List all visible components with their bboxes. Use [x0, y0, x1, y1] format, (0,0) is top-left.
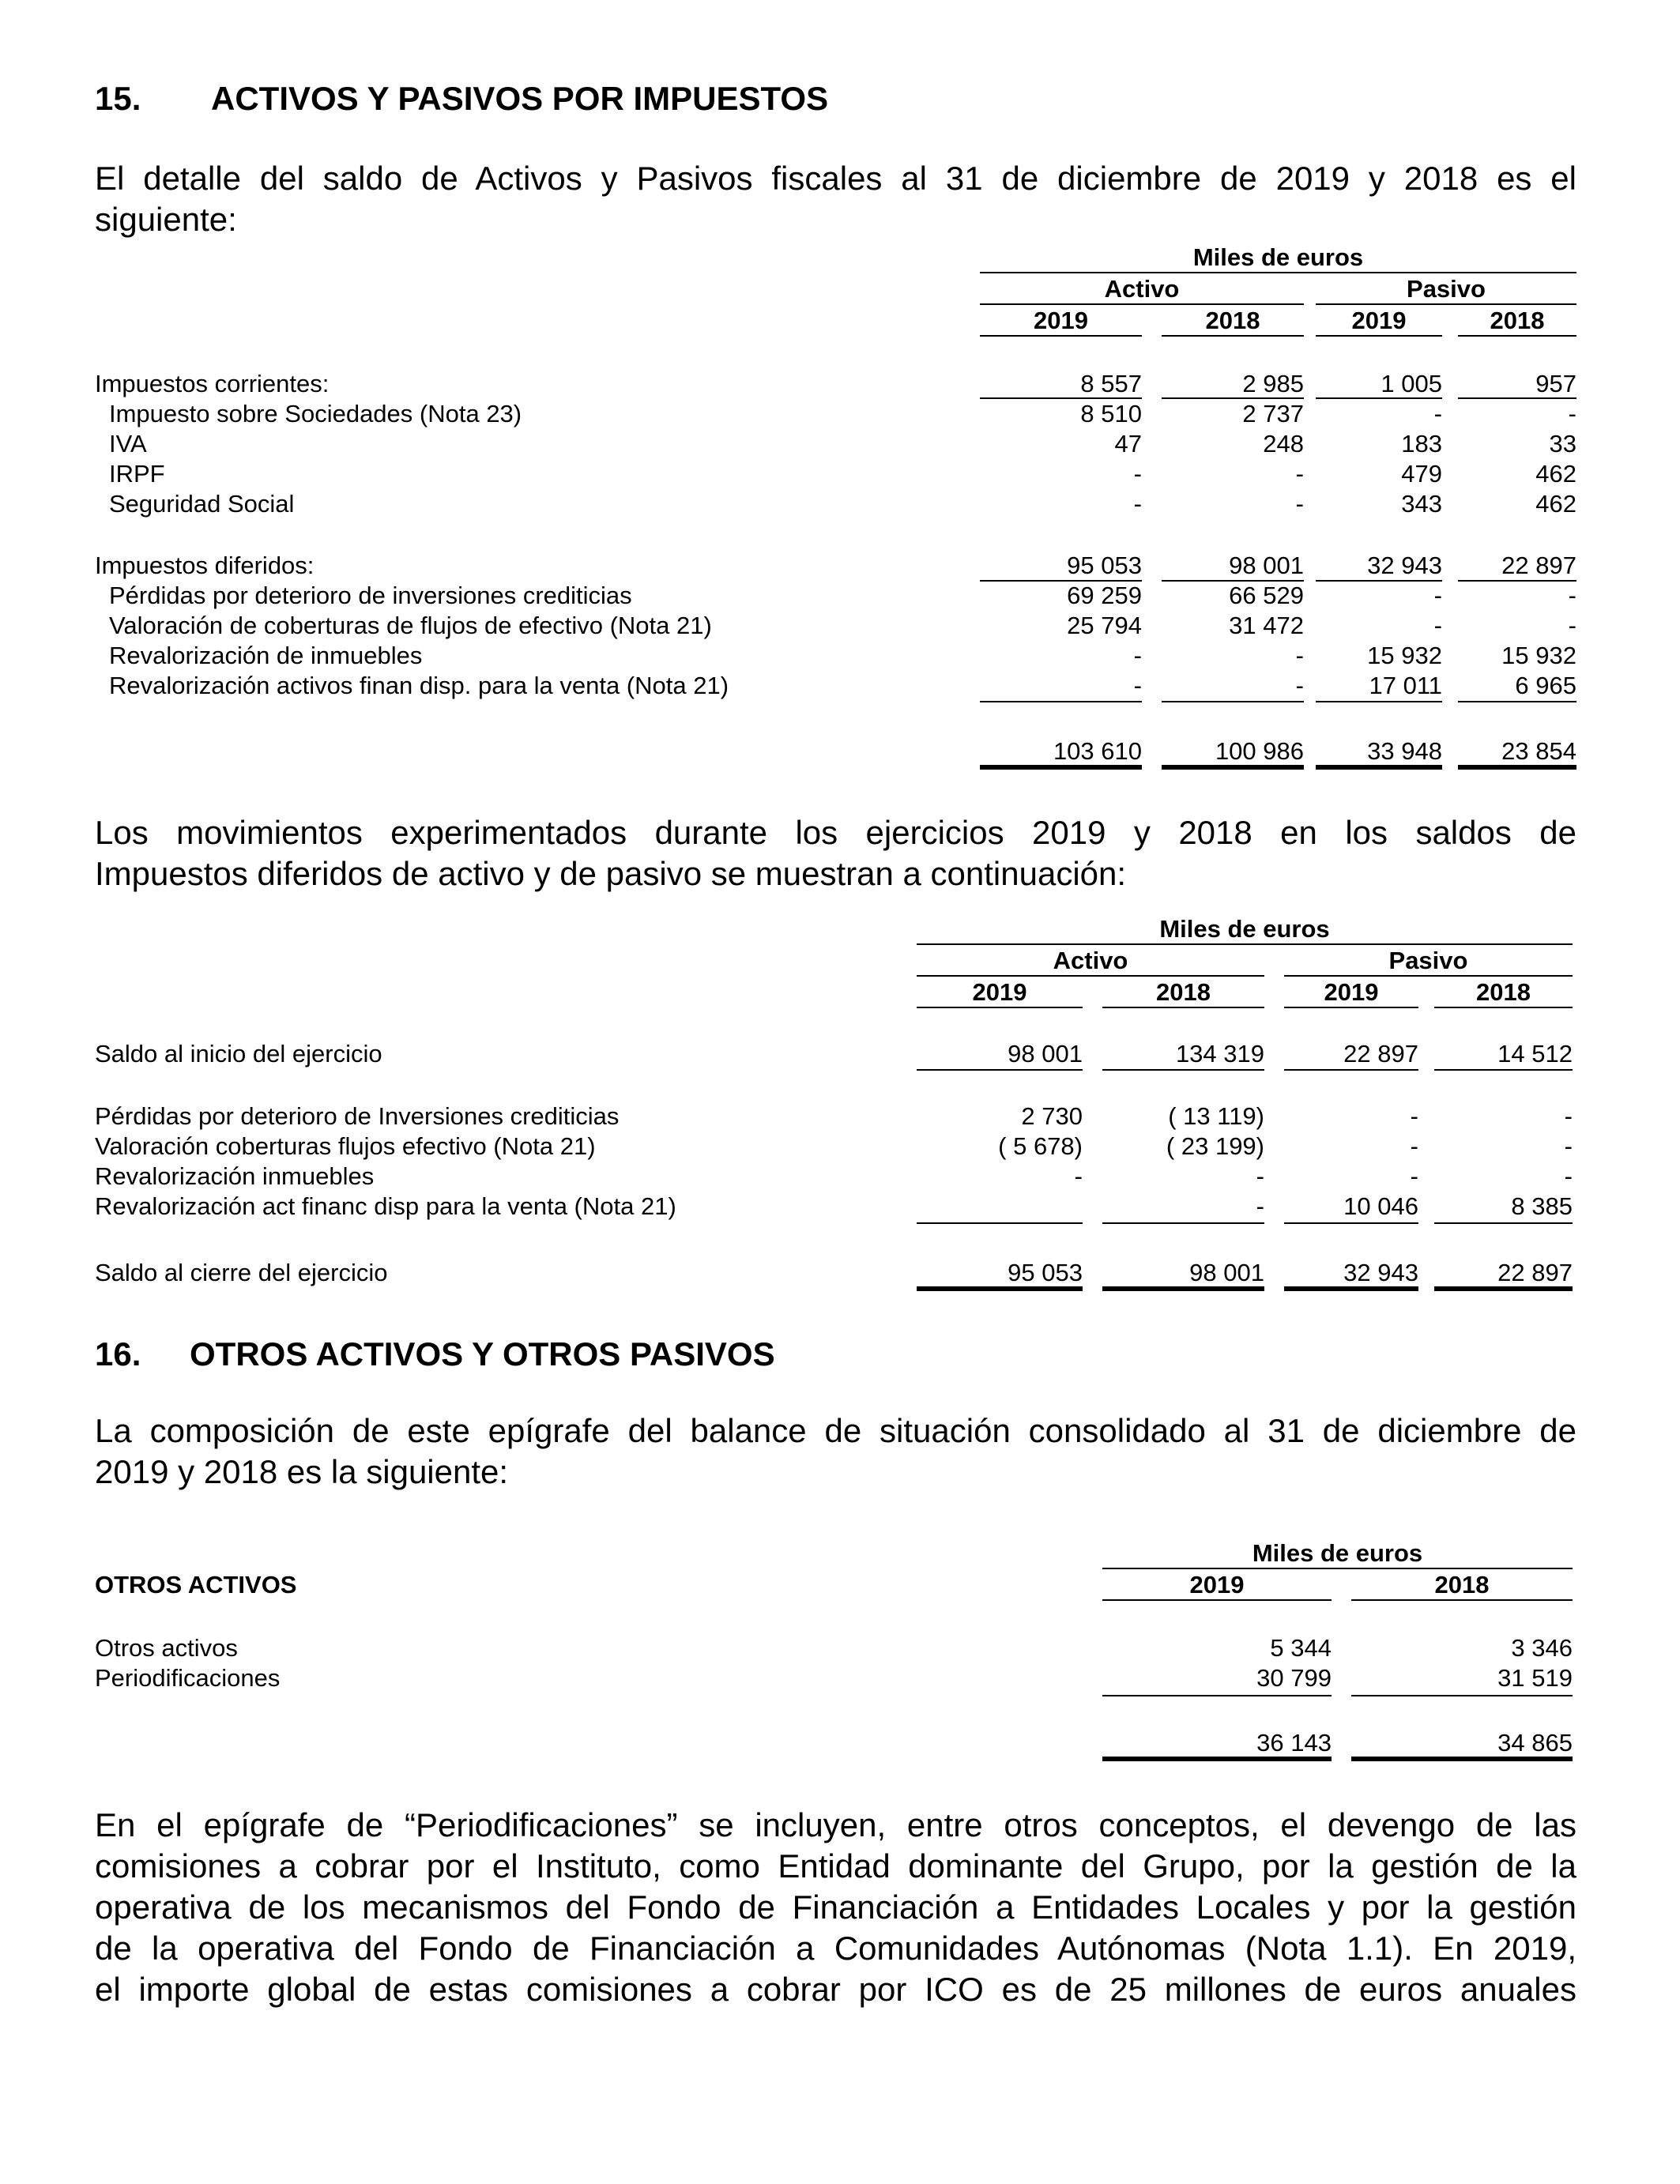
movimientos-line2: Impuestos diferidos de activo y de pasivo se muestran a continuación:: [95, 855, 1127, 892]
table1-rule: [980, 701, 1142, 702]
table1-cell: -: [1133, 672, 1142, 699]
table3-year: 2018: [1434, 1571, 1490, 1598]
table2-cell: ( 5 678): [998, 1132, 1083, 1160]
table1-cell: -: [1295, 642, 1304, 669]
table1-row-label: Impuestos corrientes:: [95, 370, 330, 397]
table3-rule: [1102, 1568, 1573, 1569]
table1-row-label: Impuesto sobre Sociedades (Nota 23): [109, 400, 522, 427]
section-16-number: 16.: [95, 1335, 141, 1373]
table2-opening-label: Saldo al inicio del ejercicio: [95, 1040, 382, 1068]
table2-rule: [1284, 1069, 1418, 1071]
table1-year: 2018: [1205, 307, 1260, 334]
table1-rule: [1162, 580, 1304, 582]
table2-year: 2019: [972, 978, 1027, 1006]
table3-units-header: Miles de euros: [1252, 1539, 1423, 1567]
table1-row-label: IRPF: [109, 460, 165, 488]
table1-rule: [980, 580, 1142, 582]
table1-double-rule: [980, 765, 1142, 770]
table1-cell: -: [1568, 582, 1576, 609]
table1-cell: 462: [1535, 460, 1576, 488]
table3-title: OTROS ACTIVOS: [95, 1571, 297, 1598]
table1-total: 103 610: [1053, 737, 1142, 765]
table1-cell: -: [1133, 460, 1142, 488]
table1-units-header: Miles de euros: [1192, 243, 1364, 271]
table3-row-label: Periodificaciones: [95, 1664, 281, 1692]
table1-rule: [1316, 303, 1576, 305]
table1-cell: 957: [1535, 370, 1576, 397]
table2-cell: -: [1256, 1162, 1264, 1190]
section-16-intro-line2: 2019 y 2018 es la siguiente:: [95, 1453, 509, 1490]
table1-rule: [1458, 580, 1576, 582]
table1-total: 33 948: [1367, 737, 1442, 765]
table2-rule: [1434, 1222, 1573, 1224]
table1-cell: 98 001: [1229, 552, 1304, 579]
table2-year: 2018: [1156, 978, 1211, 1006]
table1-rule: [1162, 397, 1304, 399]
table1-cell: 248: [1263, 430, 1304, 458]
table1-cell: -: [1295, 672, 1304, 699]
table2-row-label: Valoración coberturas flujos efectivo (Nota 21): [95, 1132, 596, 1160]
table1-group-pasivo: Pasivo: [1407, 275, 1486, 303]
table2-cell: -: [1256, 1192, 1264, 1220]
table2-units-header: Miles de euros: [1159, 915, 1330, 943]
table1-year: 2018: [1490, 307, 1545, 334]
table2-cell: -: [1074, 1162, 1083, 1190]
table1-rule: [1458, 335, 1576, 337]
table1-cell: 17 011: [1369, 672, 1442, 699]
table2-rule: [1102, 1222, 1264, 1224]
closing-paragraph-line: operativa de los mecanismos del Fondo de Financiación a Entidades Locales y por la gestión: [95, 1888, 1576, 1926]
table2-rule: [1434, 1069, 1573, 1071]
table2-cell: -: [1410, 1162, 1418, 1190]
table2-rule: [917, 1222, 1083, 1224]
table2-closing-label: Saldo al cierre del ejercicio: [95, 1259, 388, 1286]
table2-cell: -: [1564, 1102, 1573, 1130]
table3-cell: 5 344: [1270, 1634, 1332, 1662]
table2-cell: 8 385: [1511, 1192, 1573, 1220]
table2-double-rule: [917, 1286, 1083, 1291]
table1-rule: [1316, 580, 1442, 582]
table2-cell: -: [1410, 1102, 1418, 1130]
table1-cell: 8 557: [1080, 370, 1142, 397]
table1-cell: 462: [1535, 490, 1576, 518]
table2-rule: [1284, 975, 1573, 977]
closing-paragraph-line: el importe global de estas comisiones a cobrar por ICO es de 25 millones de euros anuales: [95, 1971, 1576, 2008]
table1-cell: 343: [1401, 490, 1442, 518]
table2-opening-value: 14 512: [1497, 1040, 1573, 1068]
table1-row-label: Revalorización activos finan disp. para la venta (Nota 21): [109, 672, 729, 699]
table2-double-rule: [1284, 1286, 1418, 1291]
table1-cell: 47: [1114, 430, 1142, 458]
table2-rule: [917, 1007, 1083, 1008]
table2-closing-value: 95 053: [1008, 1259, 1083, 1286]
table1-cell: 183: [1401, 430, 1442, 458]
table3-cell: 3 346: [1511, 1634, 1573, 1662]
table1-rule: [980, 303, 1304, 305]
table1-row-label: Pérdidas por deterioro de inversiones crediticias: [109, 582, 632, 609]
table2-rule: [1434, 1007, 1573, 1008]
table2-double-rule: [1102, 1286, 1264, 1291]
table1-group-activo: Activo: [1104, 275, 1180, 303]
table1-cell: 2 737: [1242, 400, 1304, 427]
table1-cell: -: [1133, 642, 1142, 669]
table2-rule: [917, 943, 1573, 945]
table2-rule: [917, 975, 1264, 977]
table1-cell: -: [1568, 400, 1576, 427]
table1-cell: -: [1133, 490, 1142, 518]
table2-cell: ( 23 199): [1166, 1132, 1264, 1160]
section-15-intro-line2: siguiente:: [95, 201, 237, 238]
section-16-intro-line1: La composición de este epígrafe del balance de situación consolidado al 31 de diciembre de: [95, 1412, 1576, 1449]
table3-double-rule: [1351, 1757, 1573, 1761]
table3-rule: [1351, 1599, 1573, 1601]
table1-cell: 66 529: [1229, 582, 1304, 609]
table2-closing-value: 22 897: [1497, 1259, 1573, 1286]
table1-rule: [1162, 701, 1304, 702]
table3-total: 36 143: [1256, 1729, 1332, 1757]
table2-year: 2018: [1476, 978, 1531, 1006]
table1-double-rule: [1458, 765, 1576, 770]
table3-cell: 30 799: [1256, 1664, 1332, 1692]
table1-cell: 22 897: [1501, 552, 1576, 579]
table2-closing-value: 32 943: [1343, 1259, 1418, 1286]
table2-group-activo: Activo: [1053, 947, 1128, 974]
table2-cell: -: [1564, 1162, 1573, 1190]
table2-cell: -: [1410, 1132, 1418, 1160]
table1-cell: -: [1295, 460, 1304, 488]
closing-paragraph-line: de la operativa del Fondo de Financiación a Comunidades Autónomas (Nota 1.1). En 2019,: [95, 1930, 1576, 1967]
table1-cell: 15 932: [1367, 642, 1442, 669]
table1-rule: [1458, 701, 1576, 702]
table2-cell: 10 046: [1343, 1192, 1418, 1220]
table3-cell: 31 519: [1497, 1664, 1573, 1692]
table1-double-rule: [1316, 765, 1442, 770]
table1-total: 23 854: [1501, 737, 1576, 765]
table1-cell: 32 943: [1367, 552, 1442, 579]
table1-cell: 95 053: [1067, 552, 1142, 579]
table1-row-label: Impuestos diferidos:: [95, 552, 315, 579]
section-16-title: OTROS ACTIVOS Y OTROS PASIVOS: [190, 1335, 775, 1373]
table1-cell: 69 259: [1067, 582, 1142, 609]
table1-row-label: Revalorización de inmuebles: [109, 642, 423, 669]
table1-cell: -: [1433, 400, 1442, 427]
table1-cell: 6 965: [1515, 672, 1576, 699]
table2-cell: -: [1564, 1132, 1573, 1160]
table2-double-rule: [1434, 1286, 1573, 1291]
table1-double-rule: [1162, 765, 1304, 770]
table1-cell: 15 932: [1501, 642, 1576, 669]
table1-rule: [1162, 335, 1304, 337]
table1-total: 100 986: [1215, 737, 1304, 765]
table3-total: 34 865: [1497, 1729, 1573, 1757]
table3-row-label: Otros activos: [95, 1634, 238, 1662]
table1-year: 2019: [1351, 307, 1407, 334]
table2-rule: [1284, 1222, 1418, 1224]
table2-year: 2019: [1324, 978, 1379, 1006]
table1-cell: 1 005: [1381, 370, 1442, 397]
table1-rule: [1458, 397, 1576, 399]
table3-double-rule: [1102, 1757, 1332, 1761]
table1-rule: [1316, 397, 1442, 399]
table1-year: 2019: [1034, 307, 1088, 334]
movimientos-line1: Los movimientos experimentados durante los ejercicios 2019 y 2018 en los saldos de: [95, 814, 1576, 851]
table2-rule: [917, 1069, 1083, 1071]
table3-rule: [1102, 1599, 1332, 1601]
table3-rule: [1102, 1695, 1332, 1696]
table2-row-label: Revalorización act financ disp para la venta (Nota 21): [95, 1192, 676, 1220]
table2-rule: [1102, 1007, 1264, 1008]
table2-row-label: Pérdidas por deterioro de Inversiones crediticias: [95, 1102, 620, 1130]
table2-cell: 2 730: [1021, 1102, 1083, 1130]
table1-cell: -: [1433, 612, 1442, 639]
table1-cell: 479: [1401, 460, 1442, 488]
section-15-intro-line1: El detalle del saldo de Activos y Pasivos fiscales al 31 de diciembre de 2019 y 2018 es el: [95, 160, 1576, 197]
table1-cell: 8 510: [1080, 400, 1142, 427]
table2-closing-value: 98 001: [1189, 1259, 1264, 1286]
table3-rule: [1351, 1695, 1573, 1696]
table2-group-pasivo: Pasivo: [1388, 947, 1468, 974]
table2-rule: [1284, 1007, 1418, 1008]
table2-opening-value: 22 897: [1343, 1040, 1418, 1068]
table1-cell: -: [1295, 490, 1304, 518]
section-15-title: ACTIVOS Y PASIVOS POR IMPUESTOS: [211, 80, 829, 117]
section-15-number: 15.: [95, 80, 141, 117]
table2-cell: ( 13 119): [1168, 1102, 1264, 1130]
table1-rule: [980, 335, 1142, 337]
closing-paragraph-line: En el epígrafe de “Periodificaciones” se incluyen, entre otros conceptos, el devengo de las: [95, 1806, 1576, 1843]
table2-opening-value: 134 319: [1175, 1040, 1264, 1068]
table2-row-label: Revalorización inmuebles: [95, 1162, 375, 1190]
table1-cell: -: [1568, 612, 1576, 639]
table3-year: 2019: [1189, 1571, 1245, 1598]
closing-paragraph-line: comisiones a cobrar por el Instituto, como Entidad dominante del Grupo, por la gestión de la: [95, 1847, 1576, 1885]
table1-cell: 31 472: [1229, 612, 1304, 639]
table1-rule: [980, 397, 1142, 399]
table1-cell: 2 985: [1242, 370, 1304, 397]
table1-cell: 25 794: [1067, 612, 1142, 639]
table1-cell: -: [1433, 582, 1442, 609]
table1-cell: 33: [1549, 430, 1576, 458]
table1-rule: [980, 272, 1576, 273]
table1-rule: [1316, 701, 1442, 702]
table1-row-label: IVA: [109, 430, 147, 458]
table2-opening-value: 98 001: [1008, 1040, 1083, 1068]
table2-rule: [1102, 1069, 1264, 1071]
table1-row-label: Valoración de coberturas de flujos de efectivo (Nota 21): [109, 612, 712, 639]
table1-rule: [1316, 335, 1442, 337]
table1-row-label: Seguridad Social: [109, 490, 295, 518]
